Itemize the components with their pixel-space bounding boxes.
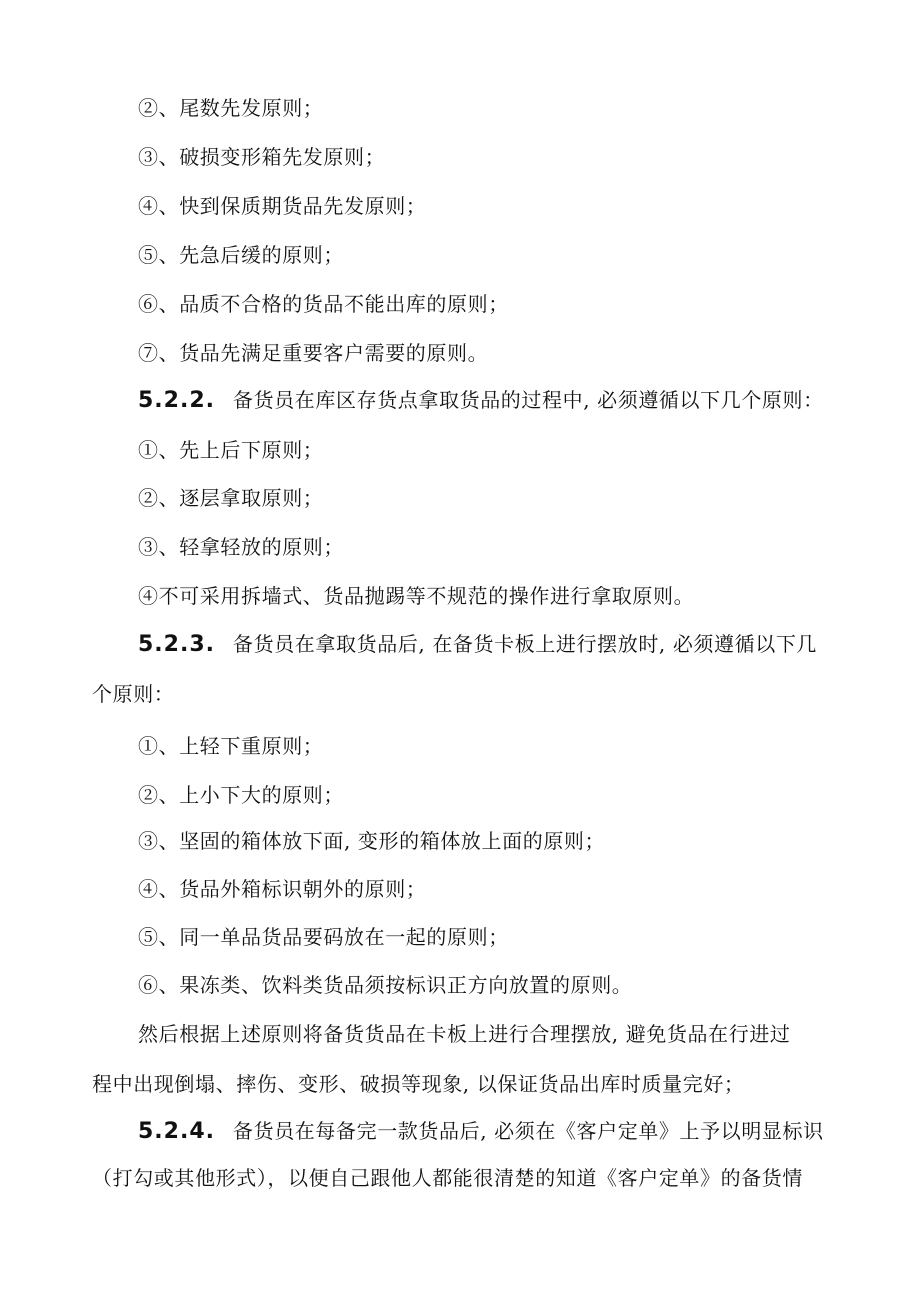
section-continuation: 个原则： xyxy=(92,682,175,706)
section-text: 备货员在每备完一款货品后, 必须在《客户定单》上予以明显标识 xyxy=(233,1119,824,1143)
paragraph-line: 然后根据上述原则将备货货品在卡板上进行合理摆放, 避免货品在行进过 xyxy=(138,1022,791,1046)
list-item: ②、尾数先发原则； xyxy=(138,96,324,120)
list-item: ④、货品外箱标识朝外的原则； xyxy=(138,877,427,901)
section-number: 5.2.2. xyxy=(138,388,215,413)
section-continuation: （打勾或其他形式），以便自己跟他人都能很清楚的知道《客户定单》的备货情 xyxy=(92,1166,803,1190)
section-number: 5.2.4. xyxy=(138,1119,215,1144)
section-text: 备货员在拿取货品后, 在备货卡板上进行摆放时, 必须遵循以下几 xyxy=(233,632,818,656)
section-text: 备货员在库区存货点拿取货品的过程中, 必须遵循以下几个原则： xyxy=(233,388,824,412)
section-5-2-3 xyxy=(138,630,817,659)
list-item: ⑤、先急后缓的原则； xyxy=(138,243,344,267)
list-item: ③、破损变形箱先发原则； xyxy=(138,145,386,169)
section-number: 5.2.3. xyxy=(138,632,215,657)
paragraph-line: 程中出现倒塌、摔伤、变形、破损等现象, 以保证货品出库时质量完好； xyxy=(92,1072,745,1096)
list-item: ②、上小下大的原则； xyxy=(138,783,344,807)
list-item: ②、逐层拿取原则； xyxy=(138,486,324,510)
list-item: ⑤、同一单品货品要码放在一起的原则； xyxy=(138,925,509,949)
list-item: ④不可采用拆墙式、货品抛踢等不规范的操作进行拿取原则。 xyxy=(138,584,695,608)
list-item: ①、先上后下原则； xyxy=(138,438,324,462)
list-item: ③、坚固的箱体放下面, 变形的箱体放上面的原则； xyxy=(138,829,606,853)
list-item: ⑥、果冻类、饮料类货品须按标识正方向放置的原则。 xyxy=(138,973,633,997)
section-5-2-2 xyxy=(138,386,824,415)
list-item: ③、轻拿轻放的原则； xyxy=(138,535,344,559)
list-item: ⑦、货品先满足重要客户需要的原则。 xyxy=(138,341,489,365)
list-item: ⑥、品质不合格的货品不能出库的原则； xyxy=(138,292,509,316)
section-5-2-4 xyxy=(138,1117,824,1146)
list-item: ④、快到保质期货品先发原则； xyxy=(138,194,427,218)
list-item: ①、上轻下重原则； xyxy=(138,734,324,758)
